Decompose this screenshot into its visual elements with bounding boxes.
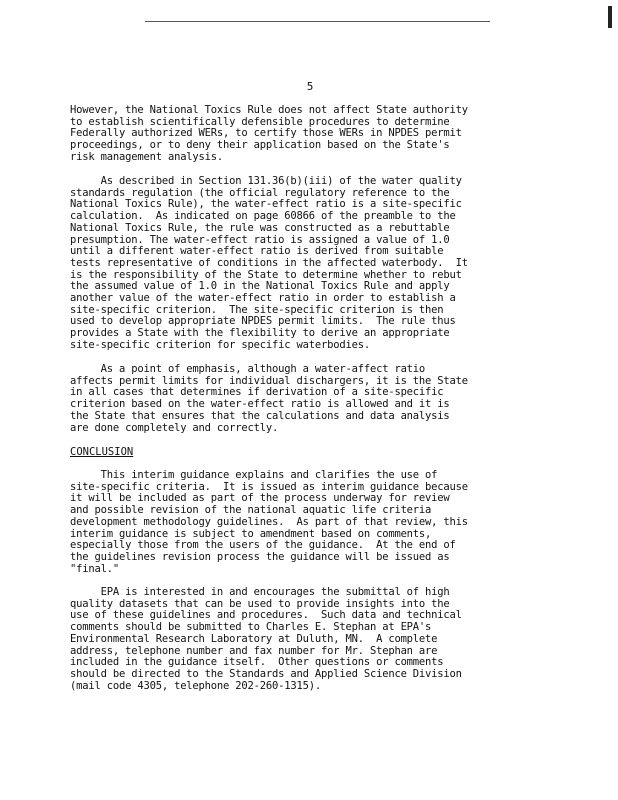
section-heading-conclusion: CONCLUSION — [70, 446, 134, 458]
paragraph-interim-guidance: This interim guidance explains and clarifies the use of site-specific criteria. It is issued as interim guidance because it will be included as part of the process underway for review and possible revision of the national aquatic life criteria development methodology guidelines. As part of that review, this interim guidance is subject to amendment based on comments, especially those from the users of the guidance. At the end of the guidelines revision process the guidance will be issued as "final." — [70, 469, 468, 575]
paragraph-emphasis: As a point of emphasis, although a water-affect ratio affects permit limits for individual dischargers, it is the State in all cases that determines if derivation of a site-specific criterion based on the water-effect ratio is allowed and it is the State that ensures that the calculations and data analysis are done completely and correctly. — [70, 363, 468, 434]
paragraph-section-131: As described in Section 131.36(b)(iii) of the water quality standards regulation (the official regulatory reference to the National Toxics Rule), the water-effect ratio is a site-specific calculation. As indicated on page 60866 of the preamble to the National Toxics Rule, the rule was constructed as a rebuttable presumption. The water-effect ratio is assigned a value of 1.0 until a different water-effect ratio is derived from suitable tests representative of conditions in the affected waterbody. It is the responsibility of the State to determine whether to rebut the assumed value of 1.0 in the National Toxics Rule and apply another value of the water-effect ratio in order to establish a site-specific criterion. The site-specific criterion is then used to develop appropriate NPDES permit limits. The rule thus provides a State with the flexibility to derive an appropriate site-specific criterion for specific waterbodies. — [70, 175, 468, 351]
page-number: 5 — [306, 80, 314, 93]
paragraph-epa-datasets: EPA is interested in and encourages the submittal of high quality datasets that can be used to provide insights into the use of these guidelines and procedures. Such data and technical comments should be submitted to Charles E. Stephan at EPA's Environmental Research Laboratory at Duluth, MN. A complete address, telephone number and fax number for Mr. Stephan are included in the guidance itself. Other questions or comments should be directed to the Standards and Applied Science Division (mail code 4305, telephone 202-260-1315). — [70, 586, 462, 692]
paragraph-authority: However, the National Toxics Rule does not affect State authority to establish scientifically defensible procedures to determine Federally authorized WERs, to certify those WERs in NPDES permit proceedings, or to deny their application based on the State's risk management analysis. — [70, 104, 468, 163]
scan-edge-mark — [608, 6, 612, 28]
top-divider-line — [145, 21, 490, 22]
